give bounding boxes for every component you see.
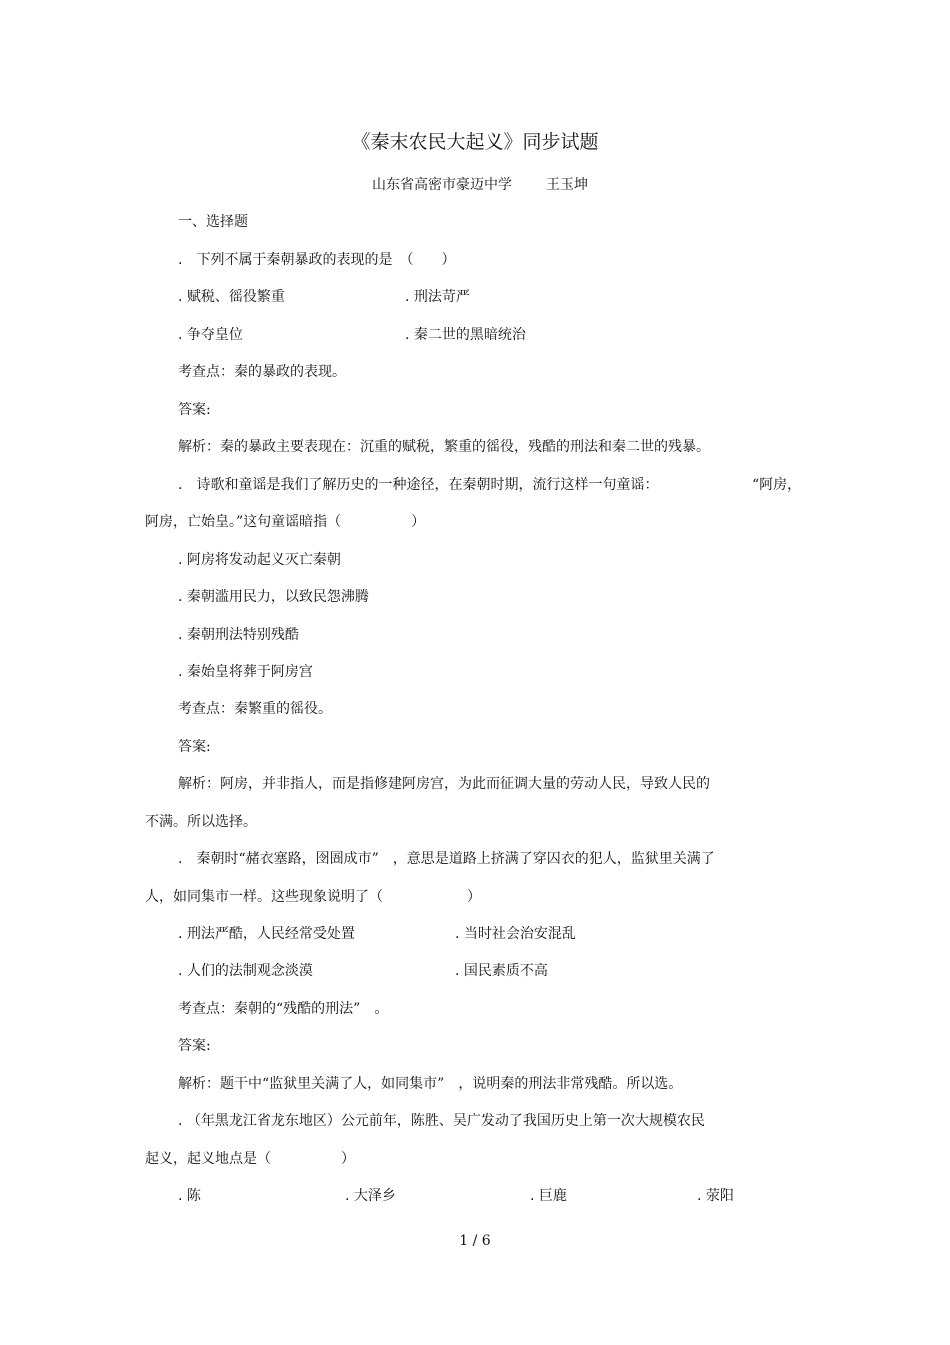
q1-option-b: . 刑法苛严 <box>405 289 470 305</box>
q1-option-a: . 赋税、徭役繁重 <box>178 289 285 305</box>
q4-stem-line1: . （年黑龙江省龙东地区）公元前年，陈胜、吴广发动了我国历史上第一次大规模农民 <box>178 1113 705 1129</box>
q3-option-c: . 人们的法制观念淡漠 <box>178 963 313 979</box>
q2-stem-line1: . 诗歌和童谣是我们了解历史的一种途径，在秦朝时期，流行这样一句童谣： <box>178 477 659 493</box>
q4-stem-line2: 起义，起义地点是（ ） <box>145 1151 355 1167</box>
q1-option-c: . 争夺皇位 <box>178 327 243 343</box>
q1-option-d: . 秦二世的黑暗统治 <box>405 327 526 343</box>
author-name: 王玉坤 <box>546 177 588 193</box>
q3-option-d: . 国民素质不高 <box>455 963 548 979</box>
q2-option-a: . 阿房将发动起义灭亡秦朝 <box>178 552 341 568</box>
q4-option-b: . 大泽乡 <box>345 1188 396 1204</box>
q4-option-a: . 陈 <box>178 1188 201 1204</box>
q3-option-b: . 当时社会治安混乱 <box>455 926 576 942</box>
q3-answer: 答案: <box>178 1038 211 1054</box>
q2-exam-point: 考查点：秦繁重的徭役。 <box>178 701 332 717</box>
q3-stem-line2: 人，如同集市一样。这些现象说明了（ ） <box>145 889 481 905</box>
section-heading: 一、选择题 <box>178 214 248 230</box>
q2-option-c: . 秦朝刑法特别残酷 <box>178 627 299 643</box>
q2-option-b: . 秦朝滥用民力，以致民怨沸腾 <box>178 589 369 605</box>
q2-answer: 答案: <box>178 739 211 755</box>
q3-stem-line1: . 秦朝时“赭衣塞路，囹圄成市” ，意思是道路上挤满了穿囚衣的犯人，监狱里关满了 <box>178 851 715 867</box>
author-line <box>372 176 588 194</box>
q2-analysis-line2: 不满。所以选择。 <box>145 814 257 830</box>
q1-analysis: 解析：秦的暴政主要表现在：沉重的赋税，繁重的徭役，残酷的刑法和秦二世的残暴。 <box>178 439 710 455</box>
q2-stem-quote: “阿房， <box>752 477 802 493</box>
q1-answer: 答案: <box>178 402 211 418</box>
q3-analysis: 解析：题干中“监狱里关满了人，如同集市” ，说明秦的刑法非常残酷。所以选。 <box>178 1076 683 1092</box>
q4-option-c: . 巨鹿 <box>530 1188 567 1204</box>
q4-option-d: . 荥阳 <box>697 1188 734 1204</box>
q1-stem: . 下列不属于秦朝暴政的表现的是 （ ） <box>178 252 456 268</box>
page-number: 1 / 6 <box>459 1233 491 1249</box>
author-school: 山东省高密市豪迈中学 <box>372 177 512 193</box>
q1-exam-point: 考查点：秦的暴政的表现。 <box>178 364 346 380</box>
q2-analysis-line1: 解析：阿房，并非指人，而是指修建阿房宫，为此而征调大量的劳动人民，导致人民的 <box>178 776 710 792</box>
q3-option-a: . 刑法严酷，人民经常受处置 <box>178 926 355 942</box>
q3-exam-point: 考查点：秦朝的“残酷的刑法” 。 <box>178 1001 389 1017</box>
q2-stem-line2: 阿房，亡始皇。”这句童谣暗指（ ） <box>145 514 426 530</box>
document-title: 《秦末农民大起义》同步试题 <box>351 131 599 153</box>
q2-option-d: . 秦始皇将葬于阿房宫 <box>178 664 313 680</box>
